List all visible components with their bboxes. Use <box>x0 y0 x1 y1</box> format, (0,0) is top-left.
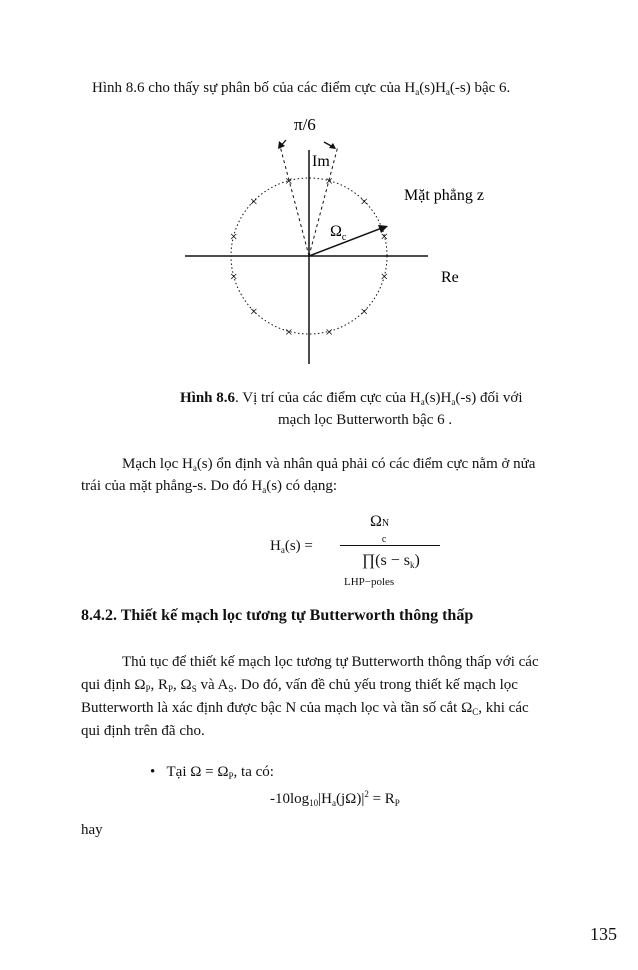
formula-text: ) <box>414 552 420 569</box>
caption-sub: a <box>420 397 425 407</box>
para2-line3 <box>81 698 529 722</box>
eq-sub: 10 <box>309 798 319 808</box>
bullet-text: Tại Ω = Ω <box>166 764 229 780</box>
para-text: Mạch lọc H <box>122 456 193 472</box>
caption-number: Hình 8.6 <box>180 390 236 406</box>
omega-c-label: $\Omega_c$ <box>330 223 347 243</box>
formula-sub: c <box>381 534 387 545</box>
formula-limit: LHP−poles <box>344 576 395 588</box>
intro-sub: a <box>445 87 450 97</box>
plane-label: Mặt phẳng z <box>404 187 484 204</box>
para-text: (s) có dạng: <box>266 478 338 494</box>
formula-numerator <box>370 512 392 545</box>
pole-marker: × <box>229 229 238 245</box>
section-title: Thiết kế mạch lọc tương tự Butterworth thông thấp <box>120 607 474 624</box>
pole-marker: × <box>360 305 369 321</box>
eq-text: -10log <box>270 791 310 807</box>
pole-marker: × <box>325 325 334 341</box>
para-sub: S <box>191 684 197 694</box>
re-label: Re <box>441 269 459 286</box>
intro-sub: a <box>415 87 420 97</box>
eq-text: = R <box>368 791 395 807</box>
intro-text-end: (-s) bậc 6. <box>449 80 511 96</box>
caption-text: mạch lọc Butterworth bậc 6 . <box>278 412 453 428</box>
page-number <box>590 924 617 944</box>
section-number: 8.4.2. <box>81 607 117 624</box>
pole-marker: × <box>284 174 293 190</box>
para-text: , R <box>150 677 169 693</box>
para-text: Thủ tục để thiết kế mạch lọc tương tự Butterworth thông thấp với các <box>122 654 539 670</box>
formula-sub: a <box>280 545 285 555</box>
pole-marker: × <box>249 194 258 210</box>
para2-line2 <box>81 675 518 699</box>
pole-marker: × <box>360 194 369 210</box>
angle-label: π/6 <box>294 115 316 134</box>
para-text: trái của mặt phẳng-s. Do đó H <box>81 478 263 494</box>
eq-text: (jΩ)| <box>336 791 365 807</box>
para2-line4 <box>81 721 205 741</box>
bullet-marker: • <box>150 764 156 780</box>
bullet-item <box>150 762 274 786</box>
caption-text: (-s) đối với <box>455 390 523 406</box>
formula-omega: Ω <box>370 513 382 530</box>
formula-lhs <box>270 536 313 560</box>
figure-caption-line1 <box>180 388 522 412</box>
para1-line2 <box>81 476 337 500</box>
pole-diagram <box>0 0 638 370</box>
eq-text: |H <box>318 791 333 807</box>
pole-marker: × <box>284 325 293 341</box>
formula-sub: k <box>409 560 415 570</box>
para-sub: a <box>192 463 197 473</box>
para-text: qui định trên đã cho. <box>81 723 205 739</box>
caption-sub: a <box>451 397 456 407</box>
pole-marker: × <box>380 270 389 286</box>
para-sub: P <box>145 684 151 694</box>
para-text: qui định Ω <box>81 677 146 693</box>
para-sub: a <box>262 485 267 495</box>
para-sub: C <box>472 707 479 717</box>
figure-caption-line2 <box>278 410 452 430</box>
pole-marker: × <box>380 229 389 245</box>
caption-text: (s)H <box>424 390 452 406</box>
pole-marker: × <box>325 174 334 190</box>
eq-sup: 2 <box>364 789 369 799</box>
eq-sub: a <box>332 798 337 808</box>
pole-marker: × <box>249 305 258 321</box>
im-label: Im <box>312 153 330 170</box>
equation-rp <box>270 784 400 813</box>
intro-expr-mid: (s)H <box>419 80 446 96</box>
fraction-bar <box>340 545 440 546</box>
hay-text: hay <box>81 822 103 838</box>
para-text: , khi các <box>478 700 529 716</box>
para-text: . Do đó, vấn đề chủ yếu trong thiết kế mạch lọc <box>233 677 518 693</box>
formula-text: ∏(s − s <box>362 552 410 569</box>
page-number-text: 135 <box>590 924 617 944</box>
pole-marker: × <box>229 270 238 286</box>
para-sub: P <box>168 684 174 694</box>
intro-expr: H <box>404 80 416 96</box>
eq-sub: P <box>394 798 400 808</box>
formula-text: H <box>270 538 281 554</box>
intro-text: Hình 8.6 cho thấy sự phân bố của các điểm cực của <box>92 80 405 96</box>
para-text: (s) ổn định và nhân quả phải có các điểm cực nằm ở nửa <box>196 456 536 472</box>
bullet-text: , ta có: <box>233 764 274 780</box>
para-text: , Ω <box>173 677 192 693</box>
para1-line1 <box>122 454 535 478</box>
formula-sup: N <box>381 518 390 529</box>
para2-line1 <box>122 652 539 672</box>
section-heading <box>81 606 473 626</box>
formula-text: (s) = <box>284 538 313 554</box>
bullet-sub: P <box>228 771 234 781</box>
caption-text: . Vị trí của các điểm cực của H <box>235 390 421 406</box>
formula-under <box>344 572 394 592</box>
para-text: và A <box>196 677 229 693</box>
dashed-line-left <box>280 146 309 256</box>
hay-word <box>81 820 103 840</box>
para-text: Butterworth là xác định được bậc N của mạch lọc và tần số cắt Ω <box>81 700 473 716</box>
para-sub: S <box>228 684 234 694</box>
